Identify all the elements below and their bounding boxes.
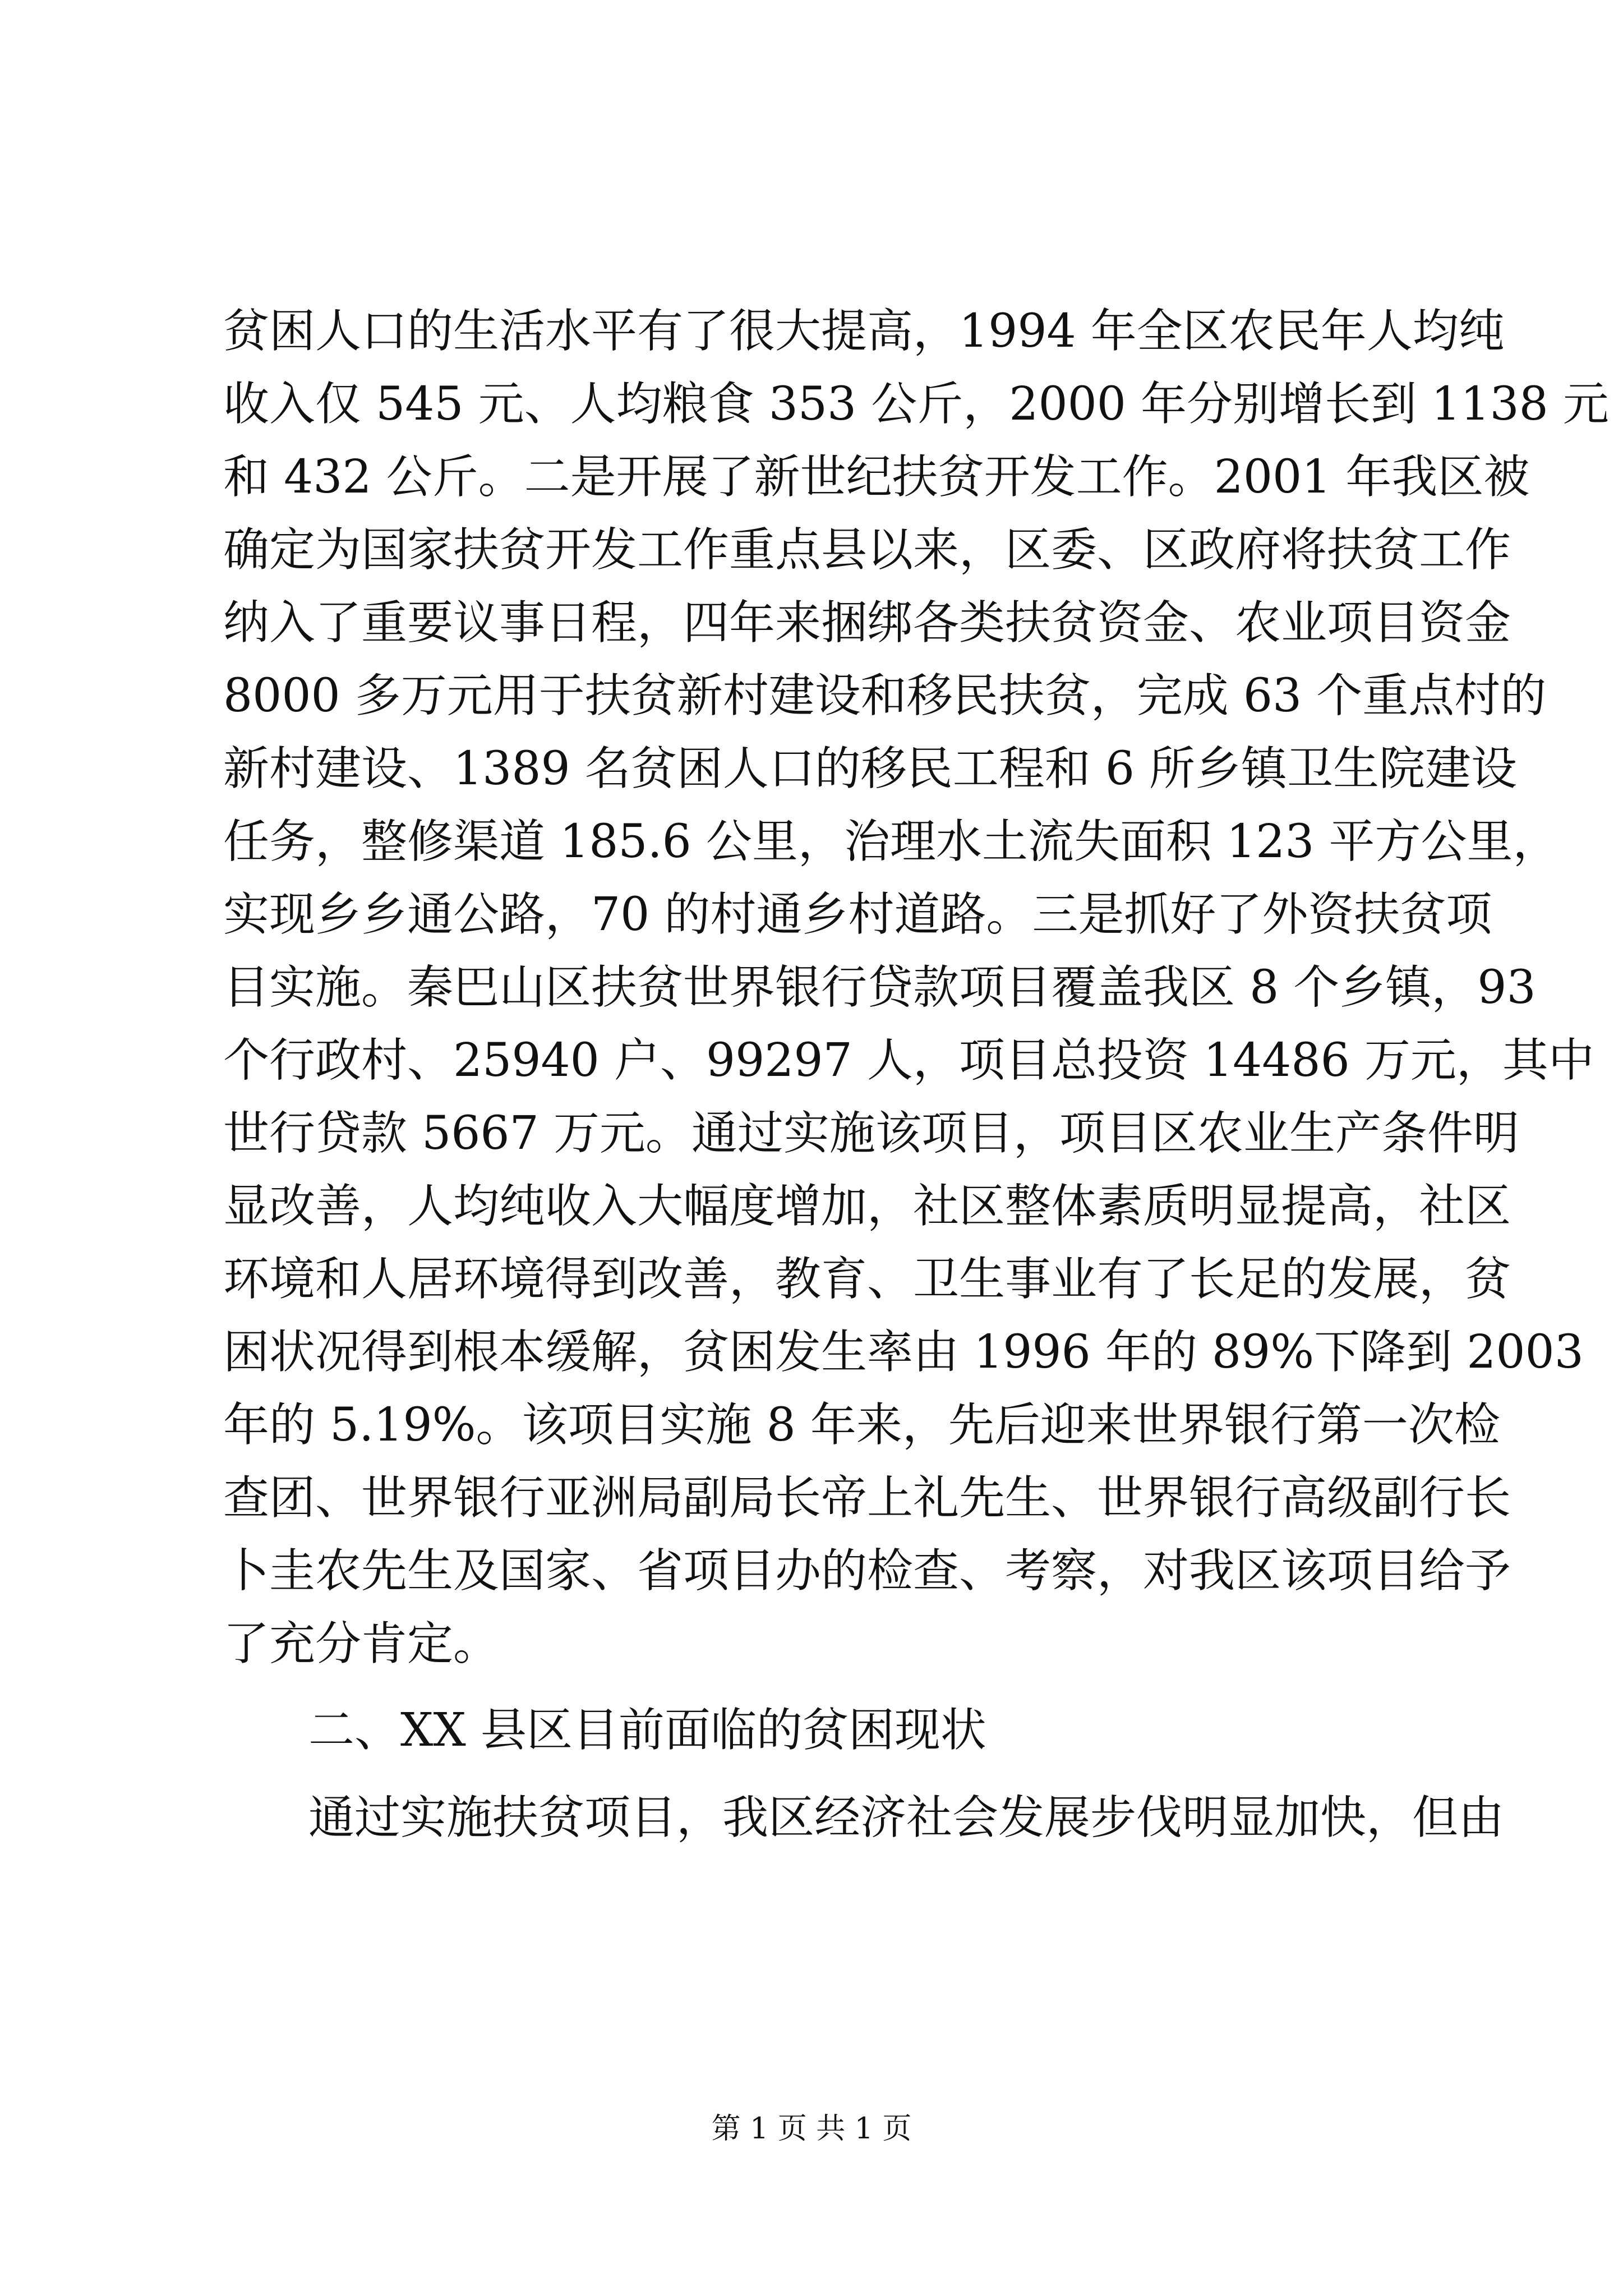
body-text-line: 通过实施扶贫项目，我区经济社会发展步伐明显加快，但由 [308, 1791, 1505, 1844]
body-text-line: 目实施。秦巴山区扶贫世界银行贷款项目覆盖我区 8 个乡镇，93 [223, 961, 1536, 1014]
page-number-footer: 第 1 页 共 1 页 [711, 2112, 912, 2146]
body-text-line: 环境和人居环境得到改善，教育、卫生事业有了长足的发展，贫 [223, 1253, 1511, 1306]
body-text-line: 实现乡乡通公路，70 的村通乡村道路。三是抓好了外资扶贫项 [223, 888, 1492, 941]
body-text-line: 收入仅 545 元、人均粮食 353 公斤，2000 年分别增长到 1138 元 [223, 378, 1609, 431]
body-text-line: 个行政村、25940 户、99297 人，项目总投资 14486 万元，其中 [223, 1034, 1594, 1087]
body-text-line: 世行贷款 5667 万元。通过实施该项目，项目区农业生产条件明 [223, 1107, 1519, 1160]
body-text-line: 确定为国家扶贫开发工作重点县以来，区委、区政府将扶贫工作 [223, 523, 1511, 577]
body-text-line: 任务，整修渠道 185.6 公里，治理水土流失面积 123 平方公里， [223, 815, 1559, 868]
body-text-line: 显改善，人均纯收入大幅度增加，社区整体素质明显提高，社区 [223, 1180, 1511, 1233]
section-heading: 二、XX 县区目前面临的贫困现状 [308, 1704, 986, 1757]
body-text-line: 年的 5.19%。该项目实施 8 年来，先后迎来世界银行第一次检 [223, 1398, 1500, 1452]
body-text-line: 8000 多万元用于扶贫新村建设和移民扶贫，完成 63 个重点村的 [223, 669, 1547, 723]
body-text-line: 纳入了重要议事日程，四年来捆绑各类扶贫资金、农业项目资金 [223, 596, 1511, 650]
body-text-line: 新村建设、1389 名贫困人口的移民工程和 6 所乡镇卫生院建设 [223, 742, 1518, 795]
body-text-line: 卜圭农先生及国家、省项目办的检查、考察，对我区该项目给予 [223, 1544, 1511, 1598]
body-text-line: 查团、世界银行亚洲局副局长帝上礼先生、世界银行高级副行长 [223, 1471, 1511, 1525]
body-text-line: 困状况得到根本缓解，贫困发生率由 1996 年的 89%下降到 2003 [223, 1326, 1584, 1379]
body-text-line: 了充分肯定。 [223, 1617, 500, 1671]
body-text-line: 贫困人口的生活水平有了很大提高，1994 年全区农民年人均纯 [223, 305, 1505, 358]
body-text-line: 和 432 公斤。二是开展了新世纪扶贫开发工作。2001 年我区被 [223, 450, 1530, 504]
